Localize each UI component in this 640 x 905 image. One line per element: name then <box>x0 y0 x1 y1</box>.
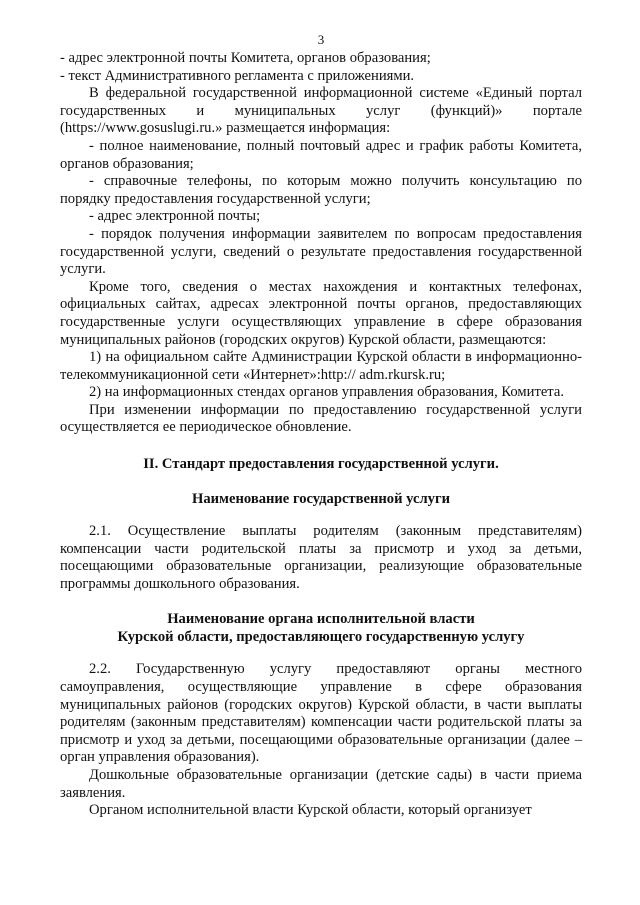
paragraph-reference-phones: - справочные телефоны, по которым можно получить консультацию по порядку предоставления государственной услуги; <box>60 173 582 207</box>
paragraph-info-procedure: - порядок получения информации заявителем по вопросам предоставления государственной услуги, сведений о результате предоставления государственной услуги. <box>60 225 582 278</box>
paragraph-regulation-text: - текст Административного регламента с приложениями. <box>60 67 415 84</box>
paragraph-info-update: При изменении информации по предоставлению государственной услуги осуществляется ее периодическое обновление. <box>60 401 582 436</box>
paragraph-2-1: 2.1. Осуществление выплаты родителям (законным представителям) компенсации части родительской платы за присмотр и уход за детьми, посещающими образовательные организации, реализующие образовательные программы дошкольного образования. <box>60 523 582 592</box>
paragraph-preschool: Дошкольные образовательные организации (детские сады) в части приема заявления. <box>60 767 582 801</box>
page-number: 3 <box>317 32 325 47</box>
section-title: II. Стандарт предоставления государственной услуги. <box>143 456 499 473</box>
paragraph-2-2: 2.2. Государственную услугу предоставляют органы местного самоуправления, осуществляющие управление в сфере образования муниципальных районов (городских округов) Курской области, в части выплаты родителям (законным представителям) компенсации части родительской платы за присмотр и уход за детьми, посещающими образовательные организации (далее – орган управления образования). <box>60 661 582 766</box>
paragraph-federal-portal: В федеральной государственной информационной системе «Единый портал государственных и муниципальных услуг (функций)» портале (https://www.gosuslugi.ru.» размещается информация: <box>60 85 582 137</box>
paragraph-info-stands: 2) на информационных стендах органов управления образования, Комитета. <box>89 384 564 401</box>
paragraph-email-address: - адрес электронной почты; <box>89 208 261 225</box>
subsection-title-authority-line1: Наименование органа исполнительной власти <box>167 611 475 628</box>
paragraph-additionally: Кроме того, сведения о местах нахождения и контактных телефонах, официальных сайтах, адресах электронной почты органов, предоставляющих государственные услуги осуществляющих управление в сфере образования муниципальных районов (городских округов) Курской области, размещаются: <box>60 278 582 348</box>
paragraph-email-committee: - адрес электронной почты Комитета, органов образования; <box>60 50 431 66</box>
paragraph-full-name-address: - полное наименование, полный почтовый адрес и график работы Комитета, органов образования; <box>60 137 582 172</box>
paragraph-official-site: 1) на официальном сайте Администрации Курской области в информационно-телекоммуникационной сети «Интернет»:http:// adm.rkursk.ru; <box>60 349 582 383</box>
subsection-title-service-name: Наименование государственной услуги <box>192 491 450 508</box>
subsection-title-authority-line2: Курской области, предоставляющего государственную услугу <box>117 629 525 646</box>
paragraph-executive-body: Органом исполнительной власти Курской области, который организует <box>89 802 532 819</box>
subsection-title-authority <box>60 610 582 646</box>
